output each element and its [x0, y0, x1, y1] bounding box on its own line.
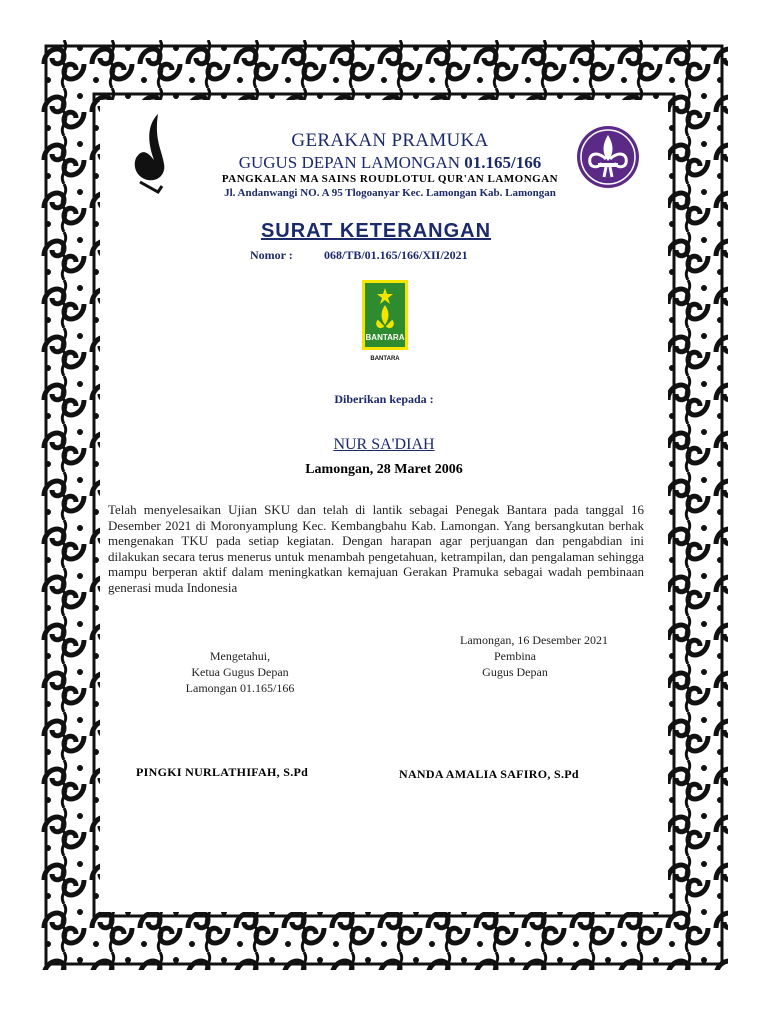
left-sig-line3: Lamongan 01.165/166: [185, 681, 295, 695]
base-name: PANGKALAN MA SAINS ROUDLOTUL QUR'AN LAMONGAN: [221, 173, 559, 185]
bantara-badge-icon: [360, 280, 410, 362]
left-sig-line2: Ketua Gugus Depan: [191, 665, 289, 679]
recipient-name: NUR SA'DIAH: [333, 436, 435, 453]
right-signer-name: NANDA AMALIA SAFIRO, S.Pd: [399, 767, 579, 781]
number-label: Nomor :: [250, 248, 293, 262]
left-signature-block: [150, 648, 330, 696]
recipient-birth: Lamongan, 28 Maret 2006: [305, 462, 463, 477]
right-signature-block: [440, 648, 590, 680]
certificate-paragraph: Telah menyelesaikan Ujian SKU dan telah di lantik sebagai Penegak Bantara pada tanggal 16 Desember 2021 di Moronyamplung Kec. Kembangbahu Kab. Lamongan. Yang bersangkutan berhak mengenakan TKU pada setiap kegiatan. Dengan harapan agar perjuangan dan pengabdian ini dilakukan secara terus menerus untuk menambah pengetahuan, ketrampilan, dan pengalaman sehingga mampu berperan aktif dalam meningkatkan kemajuan Gerakan Pramuka sebagai wadah pembinaan generasi muda Indonesia: [108, 502, 644, 595]
document-number: [240, 248, 540, 263]
address: Jl. Andanwangi NO. A 95 Tlogoanyar Kec. Lamongan Kab. Lamongan: [224, 187, 556, 199]
letterhead: [130, 112, 650, 202]
bantara-badge-label: BANTARA: [365, 333, 405, 342]
document-title: SURAT KETERANGAN: [260, 220, 492, 242]
gudep-label: GUGUS DEPAN LAMONGAN: [238, 153, 461, 172]
gudep-line: [130, 153, 650, 173]
gudep-number: 01.165/166: [464, 153, 542, 172]
number-value: 068/TB/01.165/166/XII/2021: [324, 248, 468, 262]
organization-name: GERAKAN PRAMUKA: [291, 130, 489, 151]
right-sig-line1: Pembina: [494, 649, 536, 663]
left-sig-line1: Mengetahui,: [209, 649, 271, 663]
right-sig-line2: Gugus Depan: [482, 665, 548, 679]
given-to-label: Diberikan kepada :: [334, 392, 434, 406]
bantara-caption: BANTARA: [370, 356, 400, 362]
place-date: Lamongan, 16 Desember 2021: [460, 633, 608, 647]
left-signer-name: PINGKI NURLATHIFAH, S.Pd: [136, 765, 309, 779]
